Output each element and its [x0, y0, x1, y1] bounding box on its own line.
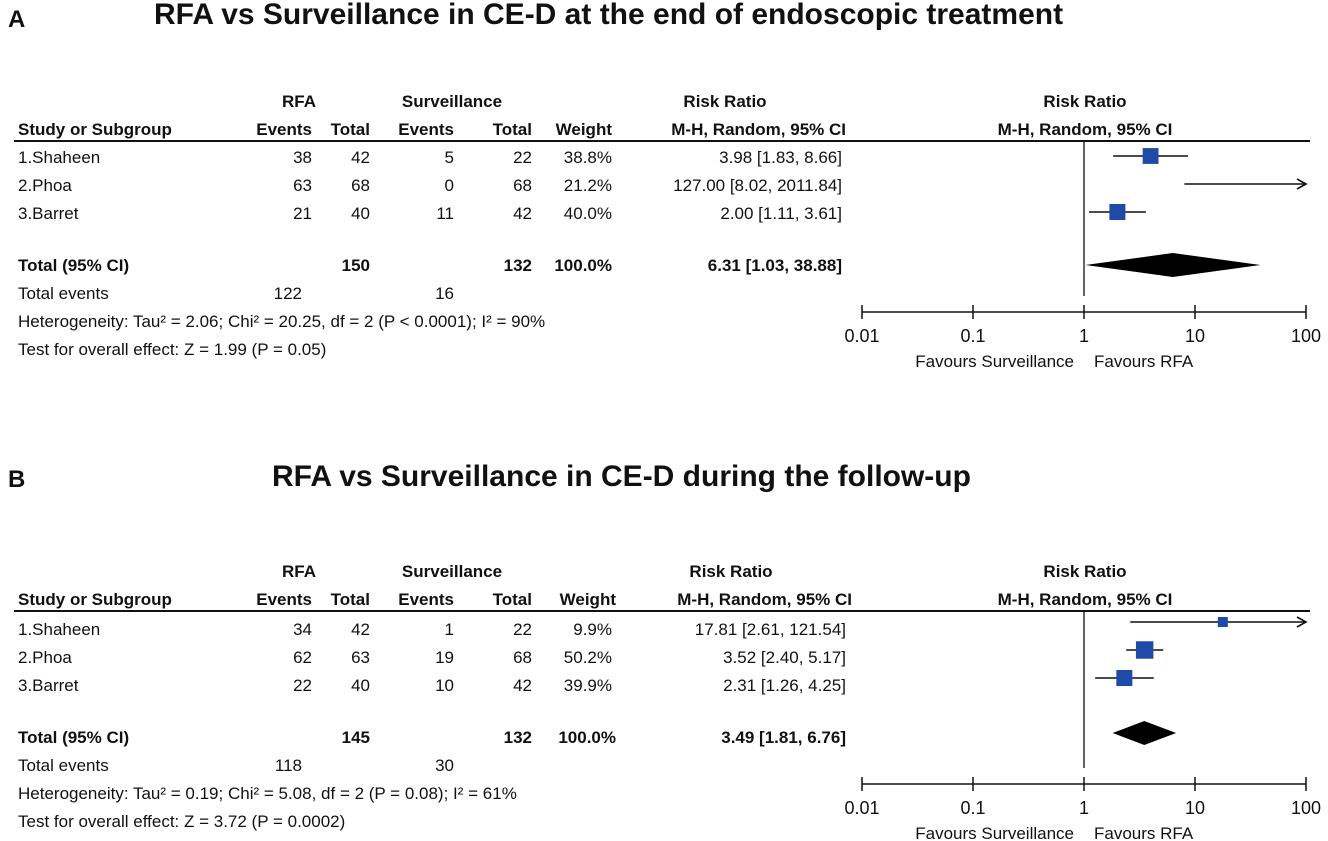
study-name: 3.Barret	[18, 204, 79, 223]
total-events2: 30	[435, 756, 454, 775]
favours-left-label: Favours Surveillance	[915, 824, 1074, 841]
total-label: Total (95% CI)	[18, 256, 130, 275]
panel-letter: B	[8, 466, 26, 493]
pooled-diamond	[1085, 253, 1260, 277]
total1-sum: 150	[341, 256, 370, 275]
total2-sum: 132	[503, 728, 532, 747]
tick-label: 10	[1184, 798, 1206, 818]
forest-plot	[0, 440, 1328, 841]
study-box	[1136, 641, 1153, 658]
favours-right-label: Favours RFA	[1094, 824, 1194, 841]
total-weight: 100.0%	[554, 256, 612, 275]
tick-label: 0.01	[844, 798, 880, 818]
total1-cell: 40	[351, 204, 370, 223]
tick-label: 0.1	[960, 326, 986, 346]
events1-cell: 38	[293, 148, 312, 167]
events2-cell: 0	[444, 176, 454, 195]
panel-letter: A	[8, 6, 26, 33]
overall-effect-text: Test for overall effect: Z = 1.99 (P = 0.05)	[18, 340, 327, 359]
total-ci: 3.49 [1.81, 6.76]	[721, 728, 846, 747]
total2-sum: 132	[503, 256, 532, 275]
plot-title-header: Risk Ratio	[1043, 92, 1127, 111]
ci-cell: 17.81 [2.61, 121.54]	[694, 620, 846, 639]
effect-method-header: M-H, Random, 95% CI	[677, 590, 852, 609]
group2-header: Surveillance	[401, 562, 503, 581]
total-weight: 100.0%	[558, 728, 616, 747]
heterogeneity-text: Heterogeneity: Tau² = 0.19; Chi² = 5.08, df = 2 (P = 0.08); I² = 61%	[18, 784, 517, 803]
total1-header: Total	[330, 590, 370, 609]
weight-cell: 39.9%	[563, 676, 612, 695]
total2-cell: 22	[513, 148, 532, 167]
weight-cell: 38.8%	[563, 148, 612, 167]
events2-cell: 5	[444, 148, 454, 167]
total2-header: Total	[492, 590, 532, 609]
total1-cell: 42	[351, 620, 370, 639]
total-events2: 16	[435, 284, 454, 303]
total-label: Total (95% CI)	[18, 728, 130, 747]
ci-cell: 127.00 [8.02, 2011.84]	[673, 176, 842, 195]
events1-cell: 62	[293, 648, 312, 667]
forest-panel-b	[0, 440, 1328, 841]
events2-header: Events	[398, 590, 454, 609]
plot-method-header: M-H, Random, 95% CI	[997, 590, 1173, 609]
total2-cell: 22	[513, 620, 532, 639]
events1-cell: 21	[293, 204, 312, 223]
ci-cell: 2.31 [1.26, 4.25]	[723, 676, 846, 695]
forest-panel-a	[0, 0, 1328, 420]
group1-header: RFA	[282, 562, 316, 581]
events1-header: Events	[256, 120, 312, 139]
ci-cell: 3.52 [2.40, 5.17]	[723, 648, 846, 667]
total2-header: Total	[492, 120, 532, 139]
favours-left-label: Favours Surveillance	[915, 352, 1074, 371]
events2-header: Events	[398, 120, 454, 139]
total1-header: Total	[330, 120, 370, 139]
total2-cell: 42	[513, 676, 532, 695]
study-name: 2.Phoa	[18, 648, 72, 667]
total-events-label: Total events	[18, 756, 109, 775]
overall-effect-text: Test for overall effect: Z = 3.72 (P = 0.0002)	[18, 812, 346, 831]
study-name: 2.Phoa	[18, 176, 72, 195]
weight-cell: 40.0%	[563, 204, 612, 223]
study-header: Study or Subgroup	[18, 120, 172, 139]
heterogeneity-text: Heterogeneity: Tau² = 2.06; Chi² = 20.25, df = 2 (P < 0.0001); I² = 90%	[18, 312, 546, 331]
plot-title-header: Risk Ratio	[1043, 562, 1127, 581]
events1-header: Events	[256, 590, 312, 609]
effect-title-header: Risk Ratio	[689, 562, 773, 581]
forest-plot	[0, 0, 1328, 420]
study-name: 1.Shaheen	[18, 620, 101, 639]
events2-cell: 1	[444, 620, 454, 639]
total-events1: 118	[274, 756, 302, 775]
total-ci: 6.31 [1.03, 38.88]	[707, 256, 842, 275]
tick-label: 1	[1078, 326, 1090, 346]
tick-label: 100	[1290, 798, 1322, 818]
total2-cell: 42	[513, 204, 532, 223]
effect-method-header: M-H, Random, 95% CI	[671, 120, 846, 139]
ci-cell: 2.00 [1.11, 3.61]	[720, 204, 842, 223]
weight-cell: 21.2%	[563, 176, 612, 195]
study-name: 1.Shaheen	[18, 148, 101, 167]
total2-cell: 68	[513, 176, 532, 195]
events1-cell: 34	[293, 620, 312, 639]
study-box	[1116, 670, 1132, 686]
events1-cell: 22	[293, 676, 312, 695]
study-name: 3.Barret	[18, 676, 79, 695]
total-events-label: Total events	[18, 284, 109, 303]
pooled-diamond	[1113, 721, 1177, 745]
total1-cell: 63	[351, 648, 370, 667]
weight-cell: 50.2%	[563, 648, 612, 667]
study-box	[1109, 204, 1125, 220]
ci-cell: 3.98 [1.83, 8.66]	[719, 148, 842, 167]
events2-cell: 11	[436, 204, 454, 223]
tick-label: 10	[1184, 326, 1206, 346]
total1-cell: 68	[351, 176, 370, 195]
tick-label: 0.01	[844, 326, 880, 346]
favours-right-label: Favours RFA	[1094, 352, 1194, 371]
group2-header: Surveillance	[401, 92, 503, 111]
study-header: Study or Subgroup	[18, 590, 172, 609]
plot-method-header: M-H, Random, 95% CI	[997, 120, 1173, 139]
total1-cell: 40	[351, 676, 370, 695]
tick-label: 100	[1290, 326, 1322, 346]
events2-cell: 19	[435, 648, 454, 667]
study-box	[1218, 617, 1228, 627]
tick-label: 1	[1078, 798, 1090, 818]
chart-title: RFA vs Surveillance in CE-D during the follow-up	[272, 460, 971, 493]
total1-cell: 42	[351, 148, 370, 167]
effect-title-header: Risk Ratio	[683, 92, 767, 111]
weight-cell: 9.9%	[573, 620, 612, 639]
total-events1: 122	[273, 284, 302, 303]
total2-cell: 68	[513, 648, 532, 667]
weight-header: Weight	[555, 120, 612, 139]
tick-label: 0.1	[960, 798, 986, 818]
events1-cell: 63	[293, 176, 312, 195]
total1-sum: 145	[341, 728, 370, 747]
group1-header: RFA	[282, 92, 316, 111]
chart-title: RFA vs Surveillance in CE-D at the end of endoscopic treatment	[154, 0, 1064, 31]
events2-cell: 10	[435, 676, 454, 695]
study-box	[1143, 148, 1159, 164]
weight-header: Weight	[559, 590, 616, 609]
